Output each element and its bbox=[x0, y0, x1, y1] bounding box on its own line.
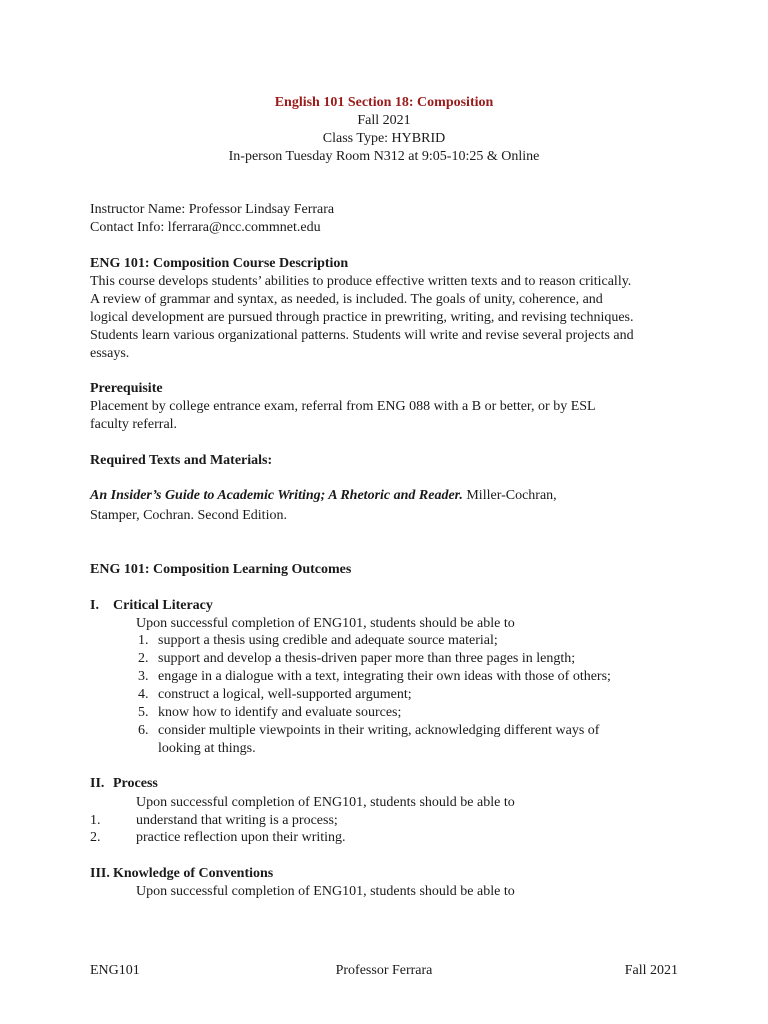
schedule-line: In-person Tuesday Room N312 at 9:05-10:25 & Online bbox=[228, 149, 540, 164]
list-item: practice reflection upon their writing. bbox=[136, 830, 346, 845]
section-title-process: Process bbox=[113, 776, 158, 791]
list-item: consider multiple viewpoints in their writing, acknowledging different ways of bbox=[158, 723, 600, 738]
list-number: 1. bbox=[90, 813, 101, 828]
outcomes-heading: ENG 101: Composition Learning Outcomes bbox=[90, 562, 352, 577]
section-intro: Upon successful completion of ENG101, students should be able to bbox=[136, 616, 515, 631]
list-number: 3. bbox=[138, 669, 149, 684]
list-number: 5. bbox=[138, 705, 149, 720]
prerequisite-line: Placement by college entrance exam, referral from ENG 088 with a B or better, or by ESL bbox=[90, 399, 596, 414]
class-type-line: Class Type: HYBRID bbox=[322, 131, 446, 146]
book-authors: Miller-Cochran, bbox=[462, 488, 557, 503]
term-line: Fall 2021 bbox=[357, 113, 411, 128]
description-line: essays. bbox=[90, 346, 130, 361]
description-line: A review of grammar and syntax, as needed, is included. The goals of unity, coherence, and bbox=[90, 292, 603, 307]
prerequisite-heading: Prerequisite bbox=[90, 381, 163, 396]
list-number: 2. bbox=[138, 651, 149, 666]
description-heading: ENG 101: Composition Course Description bbox=[90, 256, 349, 271]
prerequisite-line: faculty referral. bbox=[90, 417, 178, 432]
list-item: know how to identify and evaluate sources; bbox=[158, 705, 402, 720]
footer-term: Fall 2021 bbox=[624, 963, 678, 978]
footer-instructor: Professor Ferrara bbox=[335, 963, 433, 978]
section-intro: Upon successful completion of ENG101, students should be able to bbox=[136, 795, 515, 810]
list-item: engage in a dialogue with a text, integrating their own ideas with those of others; bbox=[158, 669, 611, 684]
list-item: support a thesis using credible and adequate source material; bbox=[158, 633, 498, 648]
instructor-name: Instructor Name: Professor Lindsay Ferrara bbox=[90, 202, 335, 217]
section-numeral: I. bbox=[90, 598, 99, 613]
instructor-contact: Contact Info: lferrara@ncc.commnet.edu bbox=[90, 220, 321, 235]
list-item: support and develop a thesis-driven paper more than three pages in length; bbox=[158, 651, 576, 666]
footer-course: ENG101 bbox=[90, 963, 140, 978]
section-intro: Upon successful completion of ENG101, students should be able to bbox=[136, 884, 515, 899]
document-title: English 101 Section 18: Composition bbox=[274, 95, 494, 110]
section-title-critical-literacy: Critical Literacy bbox=[113, 598, 213, 613]
section-numeral: II. bbox=[90, 776, 105, 791]
description-line: logical development are pursued through practice in prewriting, writing, and revising techniques. bbox=[90, 310, 634, 325]
section-title-knowledge-of-conventions: Knowledge of Conventions bbox=[113, 866, 274, 881]
list-item-continued: looking at things. bbox=[158, 741, 256, 756]
description-line: This course develops students’ abilities to produce effective written texts and to reason critically. bbox=[90, 274, 632, 289]
list-number: 2. bbox=[90, 830, 101, 845]
list-number: 4. bbox=[138, 687, 149, 702]
list-number: 6. bbox=[138, 723, 149, 738]
book-citation bbox=[90, 487, 690, 505]
section-numeral: III. bbox=[90, 866, 110, 881]
description-line: Students learn various organizational patterns. Students will write and revise several projects and bbox=[90, 328, 634, 343]
list-item: understand that writing is a process; bbox=[136, 813, 338, 828]
book-title: An Insider’s Guide to Academic Writing; A Rhetoric and Reader. bbox=[90, 488, 463, 503]
list-number: 1. bbox=[138, 633, 149, 648]
book-authors-continued: Stamper, Cochran. Second Edition. bbox=[90, 508, 287, 523]
list-item: construct a logical, well-supported argument; bbox=[158, 687, 412, 702]
texts-heading: Required Texts and Materials: bbox=[90, 453, 273, 468]
